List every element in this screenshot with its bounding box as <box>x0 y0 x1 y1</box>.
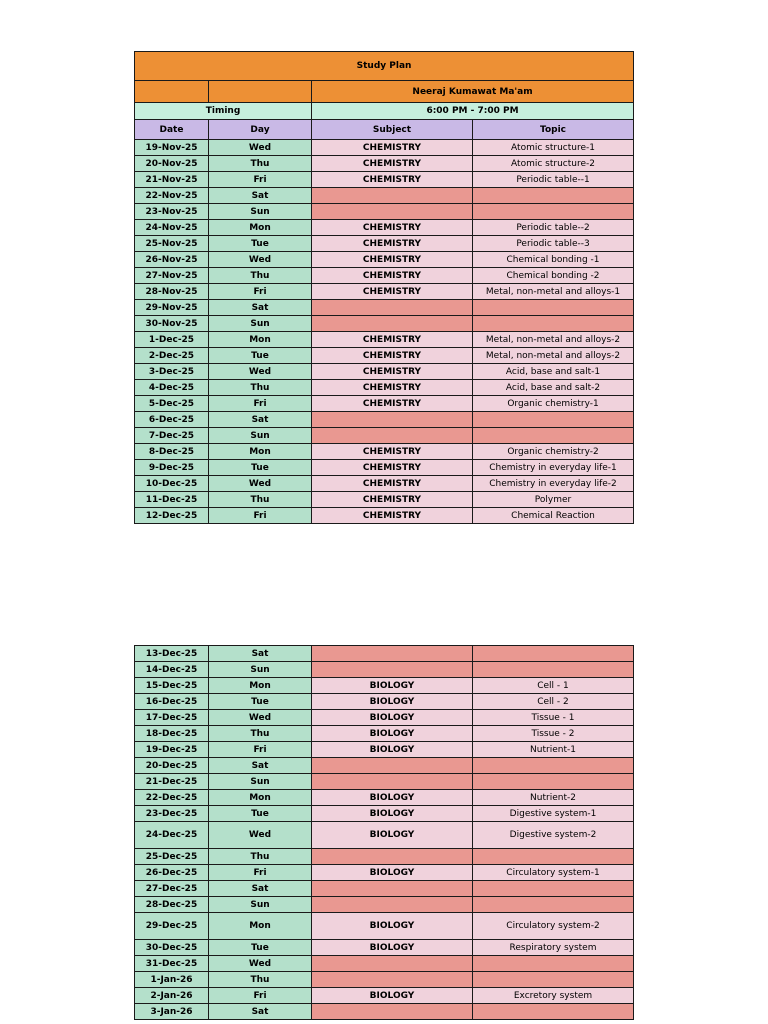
topic-cell <box>473 188 634 204</box>
date-cell: 29-Dec-25 <box>135 913 209 940</box>
topic-cell: Atomic structure-1 <box>473 140 634 156</box>
table-row <box>135 897 634 913</box>
date-cell: 28-Dec-25 <box>135 897 209 913</box>
day-cell: Mon <box>209 913 312 940</box>
subject-cell <box>312 428 473 444</box>
day-cell: Fri <box>209 988 312 1004</box>
subject-cell <box>312 646 473 662</box>
topic-cell <box>473 662 634 678</box>
date-cell: 20-Nov-25 <box>135 156 209 172</box>
subject-cell: CHEMISTRY <box>312 380 473 396</box>
topic-cell <box>473 428 634 444</box>
table-row <box>135 726 634 742</box>
day-cell: Tue <box>209 694 312 710</box>
topic-cell: Chemistry in everyday life-1 <box>473 460 634 476</box>
date-cell: 29-Nov-25 <box>135 300 209 316</box>
date-cell: 27-Dec-25 <box>135 881 209 897</box>
day-cell: Fri <box>209 865 312 881</box>
date-cell: 13-Dec-25 <box>135 646 209 662</box>
subject-cell: CHEMISTRY <box>312 444 473 460</box>
topic-cell: Circulatory system-1 <box>473 865 634 881</box>
subject-cell: BIOLOGY <box>312 726 473 742</box>
table-row <box>135 881 634 897</box>
day-cell: Wed <box>209 956 312 972</box>
topic-cell <box>473 972 634 988</box>
table-row <box>135 940 634 956</box>
date-cell: 15-Dec-25 <box>135 678 209 694</box>
topic-cell: Acid, base and salt-2 <box>473 380 634 396</box>
date-cell: 6-Dec-25 <box>135 412 209 428</box>
topic-cell: Atomic structure-2 <box>473 156 634 172</box>
table-row <box>135 806 634 822</box>
subject-cell: BIOLOGY <box>312 822 473 849</box>
schedule-rows-2 <box>135 646 634 1020</box>
subject-cell <box>312 1004 473 1020</box>
subject-cell: CHEMISTRY <box>312 396 473 412</box>
topic-cell: Tissue - 1 <box>473 710 634 726</box>
day-cell: Mon <box>209 332 312 348</box>
topic-cell: Cell - 2 <box>473 694 634 710</box>
day-cell: Sat <box>209 646 312 662</box>
day-cell: Sun <box>209 897 312 913</box>
date-cell: 25-Dec-25 <box>135 849 209 865</box>
day-cell: Thu <box>209 972 312 988</box>
table-row <box>135 284 634 300</box>
topic-cell: Organic chemistry-1 <box>473 396 634 412</box>
topic-cell: Chemical bonding -2 <box>473 268 634 284</box>
date-cell: 16-Dec-25 <box>135 694 209 710</box>
subject-cell <box>312 849 473 865</box>
date-cell: 8-Dec-25 <box>135 444 209 460</box>
topic-cell <box>473 758 634 774</box>
date-cell: 1-Dec-25 <box>135 332 209 348</box>
subject-cell: BIOLOGY <box>312 988 473 1004</box>
day-cell: Sat <box>209 188 312 204</box>
date-cell: 26-Nov-25 <box>135 252 209 268</box>
subject-cell <box>312 412 473 428</box>
topic-cell: Excretory system <box>473 988 634 1004</box>
subject-cell: CHEMISTRY <box>312 220 473 236</box>
subject-cell <box>312 774 473 790</box>
table-row <box>135 428 634 444</box>
day-cell: Sat <box>209 300 312 316</box>
topic-cell: Metal, non-metal and alloys-2 <box>473 332 634 348</box>
table-row <box>135 913 634 940</box>
table-row <box>135 694 634 710</box>
date-cell: 19-Nov-25 <box>135 140 209 156</box>
table-row <box>135 849 634 865</box>
day-cell: Wed <box>209 252 312 268</box>
table-row <box>135 956 634 972</box>
table-row <box>135 1004 634 1020</box>
table-row <box>135 140 634 156</box>
date-cell: 7-Dec-25 <box>135 428 209 444</box>
table-row <box>135 988 634 1004</box>
topic-cell <box>473 774 634 790</box>
topic-cell: Acid, base and salt-1 <box>473 364 634 380</box>
day-cell: Thu <box>209 492 312 508</box>
subject-cell: CHEMISTRY <box>312 460 473 476</box>
day-cell: Thu <box>209 268 312 284</box>
subject-cell: BIOLOGY <box>312 806 473 822</box>
date-cell: 14-Dec-25 <box>135 662 209 678</box>
table-row <box>135 204 634 220</box>
subject-cell: BIOLOGY <box>312 742 473 758</box>
date-cell: 12-Dec-25 <box>135 508 209 524</box>
date-cell: 2-Dec-25 <box>135 348 209 364</box>
subject-cell <box>312 897 473 913</box>
subject-cell: BIOLOGY <box>312 913 473 940</box>
header-date: Date <box>135 120 209 140</box>
subject-cell: CHEMISTRY <box>312 236 473 252</box>
subject-cell: CHEMISTRY <box>312 364 473 380</box>
day-cell: Sat <box>209 412 312 428</box>
study-plan-table <box>134 51 634 524</box>
topic-cell: Organic chemistry-2 <box>473 444 634 460</box>
subject-cell: CHEMISTRY <box>312 268 473 284</box>
table-row <box>135 268 634 284</box>
date-cell: 10-Dec-25 <box>135 476 209 492</box>
date-cell: 1-Jan-26 <box>135 972 209 988</box>
date-cell: 5-Dec-25 <box>135 396 209 412</box>
day-cell: Mon <box>209 220 312 236</box>
day-cell: Sun <box>209 662 312 678</box>
subject-cell: CHEMISTRY <box>312 492 473 508</box>
subject-cell <box>312 881 473 897</box>
subject-cell <box>312 204 473 220</box>
topic-cell: Digestive system-1 <box>473 806 634 822</box>
header-day: Day <box>209 120 312 140</box>
date-cell: 24-Dec-25 <box>135 822 209 849</box>
subject-cell: CHEMISTRY <box>312 476 473 492</box>
day-cell: Sat <box>209 1004 312 1020</box>
topic-cell <box>473 300 634 316</box>
date-cell: 19-Dec-25 <box>135 742 209 758</box>
topic-cell: Periodic table--3 <box>473 236 634 252</box>
day-cell: Tue <box>209 940 312 956</box>
table-row <box>135 865 634 881</box>
table-row <box>135 758 634 774</box>
topic-cell: Respiratory system <box>473 940 634 956</box>
day-cell: Fri <box>209 172 312 188</box>
date-cell: 27-Nov-25 <box>135 268 209 284</box>
table-row <box>135 348 634 364</box>
day-cell: Thu <box>209 849 312 865</box>
date-cell: 23-Nov-25 <box>135 204 209 220</box>
date-cell: 22-Nov-25 <box>135 188 209 204</box>
day-cell: Tue <box>209 236 312 252</box>
date-cell: 30-Dec-25 <box>135 940 209 956</box>
topic-cell: Tissue - 2 <box>473 726 634 742</box>
date-cell: 23-Dec-25 <box>135 806 209 822</box>
day-cell: Fri <box>209 284 312 300</box>
day-cell: Mon <box>209 678 312 694</box>
table-row <box>135 742 634 758</box>
subject-cell: BIOLOGY <box>312 790 473 806</box>
subject-cell: CHEMISTRY <box>312 332 473 348</box>
table-row <box>135 252 634 268</box>
subject-cell <box>312 662 473 678</box>
study-plan-table-continued <box>134 645 634 1020</box>
topic-cell: Polymer <box>473 492 634 508</box>
topic-cell: Nutrient-1 <box>473 742 634 758</box>
date-cell: 9-Dec-25 <box>135 460 209 476</box>
table-row <box>135 508 634 524</box>
day-cell: Sun <box>209 204 312 220</box>
topic-cell: Cell - 1 <box>473 678 634 694</box>
day-cell: Fri <box>209 508 312 524</box>
subject-cell <box>312 300 473 316</box>
topic-cell: Chemistry in everyday life-2 <box>473 476 634 492</box>
subject-cell <box>312 758 473 774</box>
day-cell: Fri <box>209 396 312 412</box>
topic-cell <box>473 204 634 220</box>
subject-cell: BIOLOGY <box>312 678 473 694</box>
table-row <box>135 236 634 252</box>
date-cell: 22-Dec-25 <box>135 790 209 806</box>
table-row <box>135 380 634 396</box>
topic-cell: Metal, non-metal and alloys-1 <box>473 284 634 300</box>
table-row <box>135 188 634 204</box>
topic-cell <box>473 1004 634 1020</box>
subject-cell: CHEMISTRY <box>312 140 473 156</box>
subject-cell: BIOLOGY <box>312 694 473 710</box>
table-row <box>135 790 634 806</box>
subject-cell: CHEMISTRY <box>312 252 473 268</box>
day-cell: Tue <box>209 348 312 364</box>
table-row <box>135 156 634 172</box>
topic-cell: Chemical bonding -1 <box>473 252 634 268</box>
day-cell: Thu <box>209 156 312 172</box>
topic-cell <box>473 956 634 972</box>
day-cell: Wed <box>209 822 312 849</box>
table-row <box>135 396 634 412</box>
subject-cell <box>312 956 473 972</box>
day-cell: Mon <box>209 790 312 806</box>
table-row <box>135 972 634 988</box>
day-cell: Sun <box>209 316 312 332</box>
day-cell: Fri <box>209 742 312 758</box>
subject-cell: BIOLOGY <box>312 865 473 881</box>
table-row <box>135 460 634 476</box>
table-row <box>135 678 634 694</box>
day-cell: Wed <box>209 140 312 156</box>
empty-cell <box>135 81 209 103</box>
topic-cell: Circulatory system-2 <box>473 913 634 940</box>
table-row <box>135 412 634 428</box>
subject-cell: CHEMISTRY <box>312 348 473 364</box>
day-cell: Sat <box>209 758 312 774</box>
topic-cell <box>473 897 634 913</box>
table-row <box>135 662 634 678</box>
day-cell: Tue <box>209 460 312 476</box>
date-cell: 28-Nov-25 <box>135 284 209 300</box>
topic-cell <box>473 646 634 662</box>
subject-cell <box>312 316 473 332</box>
subject-cell <box>312 972 473 988</box>
table-row <box>135 332 634 348</box>
table-row <box>135 492 634 508</box>
day-cell: Wed <box>209 364 312 380</box>
date-cell: 26-Dec-25 <box>135 865 209 881</box>
subject-cell: CHEMISTRY <box>312 284 473 300</box>
table-row <box>135 316 634 332</box>
date-cell: 20-Dec-25 <box>135 758 209 774</box>
subject-cell <box>312 188 473 204</box>
table-row <box>135 300 634 316</box>
topic-cell: Periodic table--1 <box>473 172 634 188</box>
topic-cell: Periodic table--2 <box>473 220 634 236</box>
topic-cell: Chemical Reaction <box>473 508 634 524</box>
header-topic: Topic <box>473 120 634 140</box>
empty-cell <box>209 81 312 103</box>
table-row <box>135 710 634 726</box>
topic-cell <box>473 412 634 428</box>
date-cell: 2-Jan-26 <box>135 988 209 1004</box>
schedule-rows-1 <box>135 140 634 524</box>
date-cell: 3-Dec-25 <box>135 364 209 380</box>
day-cell: Thu <box>209 726 312 742</box>
header-subject: Subject <box>312 120 473 140</box>
subject-cell: BIOLOGY <box>312 940 473 956</box>
day-cell: Sun <box>209 428 312 444</box>
topic-cell: Nutrient-2 <box>473 790 634 806</box>
teacher-name: Neeraj Kumawat Ma'am <box>312 81 634 103</box>
day-cell: Wed <box>209 710 312 726</box>
date-cell: 30-Nov-25 <box>135 316 209 332</box>
date-cell: 21-Dec-25 <box>135 774 209 790</box>
day-cell: Sun <box>209 774 312 790</box>
date-cell: 24-Nov-25 <box>135 220 209 236</box>
day-cell: Mon <box>209 444 312 460</box>
topic-cell: Metal, non-metal and alloys-2 <box>473 348 634 364</box>
date-cell: 3-Jan-26 <box>135 1004 209 1020</box>
topic-cell: Digestive system-2 <box>473 822 634 849</box>
topic-cell <box>473 849 634 865</box>
table-row <box>135 822 634 849</box>
table-row <box>135 646 634 662</box>
topic-cell <box>473 316 634 332</box>
day-cell: Thu <box>209 380 312 396</box>
topic-cell <box>473 881 634 897</box>
table-row <box>135 172 634 188</box>
day-cell: Tue <box>209 806 312 822</box>
date-cell: 18-Dec-25 <box>135 726 209 742</box>
table-row <box>135 220 634 236</box>
day-cell: Sat <box>209 881 312 897</box>
timing-value: 6:00 PM - 7:00 PM <box>312 103 634 120</box>
timing-label: Timing <box>135 103 312 120</box>
subject-cell: BIOLOGY <box>312 710 473 726</box>
subject-cell: CHEMISTRY <box>312 156 473 172</box>
date-cell: 21-Nov-25 <box>135 172 209 188</box>
subject-cell: CHEMISTRY <box>312 508 473 524</box>
date-cell: 31-Dec-25 <box>135 956 209 972</box>
table-row <box>135 774 634 790</box>
date-cell: 11-Dec-25 <box>135 492 209 508</box>
date-cell: 4-Dec-25 <box>135 380 209 396</box>
table-row <box>135 476 634 492</box>
plan-title: Study Plan <box>135 52 634 81</box>
date-cell: 17-Dec-25 <box>135 710 209 726</box>
subject-cell: CHEMISTRY <box>312 172 473 188</box>
date-cell: 25-Nov-25 <box>135 236 209 252</box>
table-row <box>135 444 634 460</box>
day-cell: Wed <box>209 476 312 492</box>
table-row <box>135 364 634 380</box>
